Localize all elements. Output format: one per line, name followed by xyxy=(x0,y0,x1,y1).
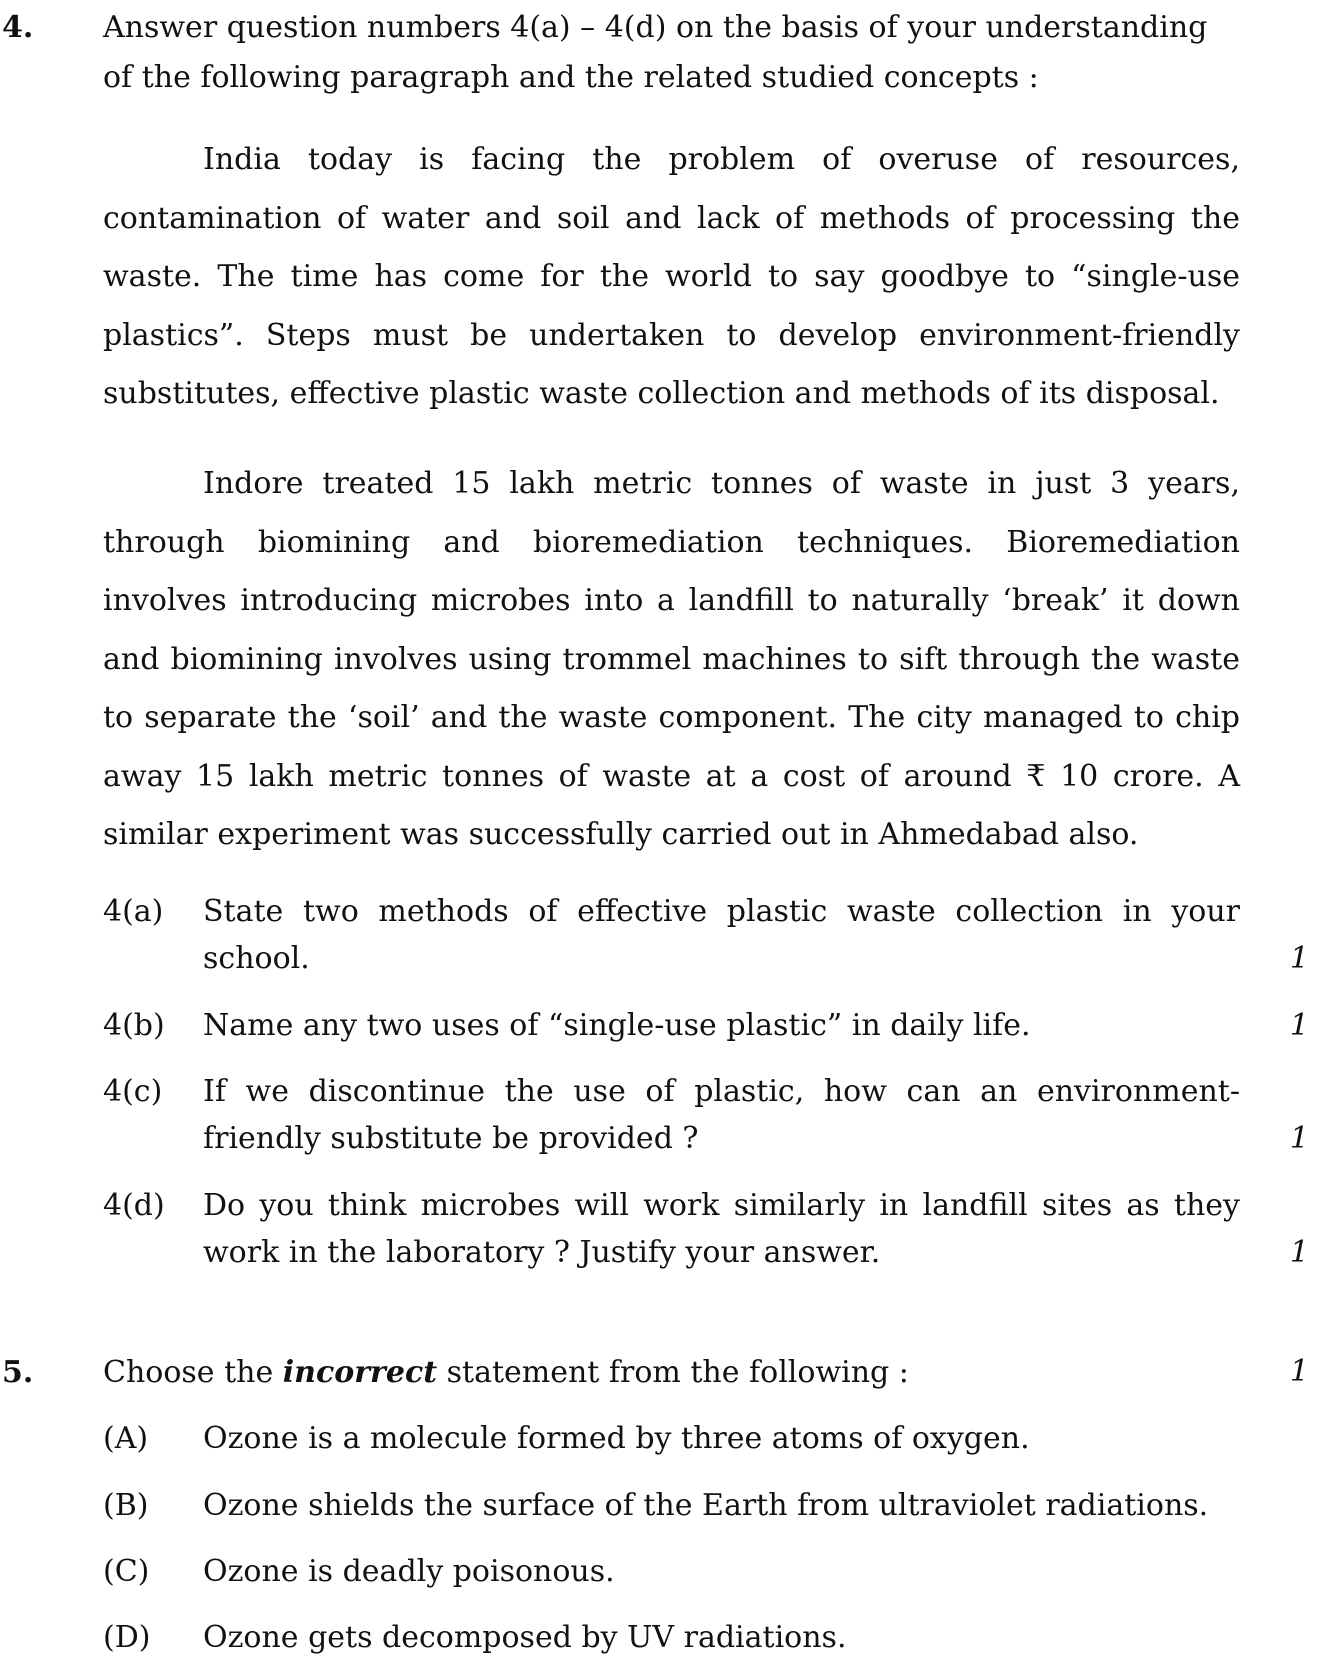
subquestion-text: Name any two uses of “single-use plastic” in daily life. xyxy=(203,1008,1031,1043)
option-text: Ozone is a molecule formed by three atoms of oxygen. xyxy=(203,1421,1030,1456)
subquestion-text: State two methods of effective plastic waste collection in your school. xyxy=(203,894,1240,976)
subquestion-label: 4(a) xyxy=(103,894,164,929)
subquestion-text: If we discontinue the use of plastic, how can an environment-friendly substitute be provided ? xyxy=(203,1074,1240,1156)
marks-4d: 1 xyxy=(1289,1235,1309,1270)
subquestion-label: 4(d) xyxy=(103,1188,165,1223)
option-label: (D) xyxy=(103,1620,151,1655)
subquestion-label: 4(c) xyxy=(103,1074,163,1109)
question-4-instruction-line2: of the following paragraph and the related studied concepts : xyxy=(103,60,1039,95)
subquestion-label: 4(b) xyxy=(103,1008,165,1043)
marks-4b: 1 xyxy=(1289,1008,1309,1043)
marks-4c: 1 xyxy=(1289,1121,1309,1156)
question-5-number: 5. xyxy=(2,1355,34,1390)
passage-paragraph-2: Indore treated 15 lakh metric tonnes of waste in just 3 years, through biomining and bioremediation techniques. Bioremediation involves introducing microbes into a landfill to naturally ‘break’ it down and biomining involves using trommel machines to sift through the waste to separate the ‘soil’ and the waste component. The city managed to chip away 15 lakh metric tonnes of waste at a cost of around ₹ 10 crore. A similar experiment was successfully carried out in Ahmedabad also. xyxy=(103,466,1240,852)
question-5-text xyxy=(103,1348,1240,1398)
question-5-text-before: Choose the xyxy=(103,1355,274,1390)
option-label: (C) xyxy=(103,1554,150,1589)
subquestion-text: Do you think microbes will work similarly in landfill sites as they work in the laboratory ? Justify your answer. xyxy=(203,1188,1240,1270)
question-5-emphasis: incorrect xyxy=(282,1355,438,1390)
option-text: Ozone gets decomposed by UV radiations. xyxy=(203,1620,847,1655)
question-4-instruction xyxy=(103,3,1240,103)
option-label: (B) xyxy=(103,1488,149,1523)
question-4-instruction-line1: Answer question numbers 4(a) – 4(d) on the basis of your understanding xyxy=(103,10,1208,45)
option-text: Ozone shields the surface of the Earth from ultraviolet radiations. xyxy=(203,1488,1209,1523)
option-label: (A) xyxy=(103,1421,149,1456)
passage-paragraph-1: India today is facing the problem of overuse of resources, contamination of water and soil and lack of methods of processing the waste. The time has come for the world to say goodbye to “single-use plastics”. Steps must be undertaken to develop environment-friendly substitutes, effective plastic waste collection and methods of its disposal. xyxy=(103,142,1240,411)
marks-5: 1 xyxy=(1289,1354,1309,1389)
option-text: Ozone is deadly poisonous. xyxy=(203,1554,615,1589)
question-5-text-after: statement from the following : xyxy=(446,1355,909,1390)
question-4-number: 4. xyxy=(2,10,34,45)
marks-4a: 1 xyxy=(1289,941,1309,976)
